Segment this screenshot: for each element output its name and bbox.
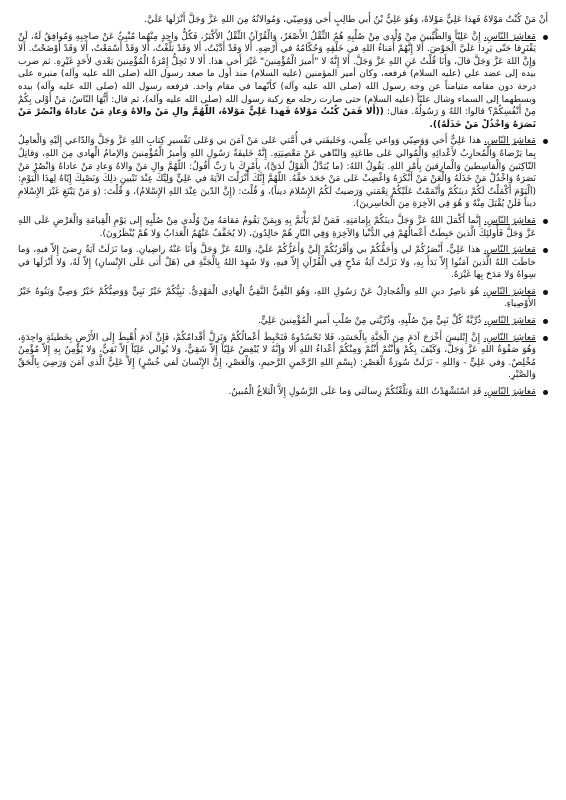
paragraph-lead: مَعاشِرَ النّاسِ،	[483, 31, 536, 42]
paragraph	[18, 315, 548, 328]
paragraph-text: إِنَّ إِبْليسَ أَخْرَجَ آدَمَ مِنَ الْجَنَّةِ بِالْحَسَدِ، فَلا تَحْسُدُوهُ فَتَحْبِطَ أَعْمالُكُمْ وَتَزِلَّ أَقْدامُكُمْ، فَإِنَّ آدَمَ أُهْبِطَ إِلَى الأَرْضِ بِخَطيئَةٍ واحِدَةٍ، وَهُوَ صَفْوَةُ اللهِ عَزَّ وَجَلَّ، وَكَيْفَ بِكُمْ وَأَنْتُمْ أَنْتُمْ وَمِنْكُمْ أَعْداءُ اللهِ أَلا وَإِنَّهُ لا يُبْغِضُ عَلِيّاً إِلاّ شَقِيٌّ، وَلا يُوالي عَلِيّاً إِلاّ تَقِيٌّ، وَلا يُؤْمِنُ بِهِ إِلاّ مُؤْمِنٌ مُخْلِصٌ. وَفي عَلِيٍّ - وَاللهِ - نَزَلَتْ سُورَةُ الْعَصْرِ: (بِسْمِ اللهِ الرَّحْمنِ الرَّحيمِ، وَالْعَصْرِ، إِنَّ الإِنْسانَ لَفي خُسْرٍ) إِلاّ عَلِيٌّ الَّذي آمَنَ وَرَضِيَ بِالْحَقِّ وَالصَّبْرِ.	[18, 332, 536, 381]
paragraph-lead: مَعاشِرَ النّاسِ،	[484, 387, 536, 398]
paragraph-text: هذا عَلِيٌّ أَخي وَوَصِيّي وَواعي عِلْمي، وَخَليفَتي في أُمَّتي عَلى مَنْ آمَنَ بي وَعَلى تَفْسيرِ كِتابِ اللهِ عَزَّ وَجَلَّ وَالدّاعي إِلَيْهِ وَالْعامِلُ بِما يَرْضاهُ وَالْمُحارِبُ لأَعْدائِهِ وَالْمُوالي عَلى طاعَتِهِ وَالنّاهي عَنْ مَعْصِيَتِهِ. إِنَّهُ خَليفَةُ رَسُولِ اللهِ وَأَميرُ الْمُؤْمِنينَ وَالإمامُ الْهادي مِنَ اللهِ، وَقاتِلُ النّاكِثينَ وَالْقاسِطينَ وَالْمارِقينَ بِأَمْرِ اللهِ. يَقُولُ اللهُ: (ما يُبَدَّلُ الْقَوْلُ لَدَيَّ)، بِأَمْرِكَ يا رَبِّ أَقُولُ: اللّهُمَّ والِ مَنْ والاهُ وَعادِ مَنْ عاداهُ وَانْصُرْ مَنْ نَصَرَهُ وَاخْذُلْ مَنْ خَذَلَهُ وَالْعَنْ مَنْ أَنْكَرَهُ وَاغْضِبْ عَلى مَنْ جَحَدَ حَقَّهُ. اللّهُمَّ إِنَّكَ أَنْزَلْتَ الآيَةَ في عَلِيٍّ وَلِيِّكَ عِنْدَ تَبْيينِ ذلِكَ وَنَصْبِكَ إِيّاهُ لِهذَا الْيَوْمِ: (اَلْيَوْمَ أَكْمَلْتُ لَكُمْ دينَكُمْ وَأَتْمَمْتُ عَلَيْكُمْ نِعْمَتي وَرَضيتُ لَكُمُ الإِسْلامَ ديناً)، وَ قُلْتَ: (إِنَّ الدّينَ عِنْدَ اللهِ الإِسْلامُ)، وَ قُلْتَ: (وَ مَنْ يَبْتَغِ غَيْرَ الإِسْلامِ ديناً فَلَنْ يُقْبَلَ مِنْهُ وَ هُوَ فِي الآخِرَةِ مِنَ الْخاسِرينَ).	[18, 136, 536, 210]
paragraph-lead: مَعاشِرَ النّاسِ،	[483, 245, 536, 256]
bullet-icon	[543, 290, 548, 295]
paragraph-lead: مَعاشِرَ النّاسِ،	[483, 286, 536, 297]
paragraph-lead: مَعاشِرَ النّاسِ،	[484, 316, 536, 327]
bullet-icon	[543, 35, 548, 40]
paragraph-intro	[18, 14, 548, 27]
paragraph	[18, 286, 548, 311]
paragraph-text: أَنْ مَنْ كُنْتُ مَوْلاهُ فَهذا عَلِيٌّ مَوْلاهُ، وَهُوَ عَلِيُّ بْنُ أَبي طالِبٍ أَخي وَوَصِيّي، وَمُوالاتُهُ مِنَ اللهِ عَزَّ وَجَلَّ أَنْزَلَها عَلَيَّ.	[144, 15, 548, 25]
paragraph	[18, 332, 548, 382]
paragraph	[18, 244, 548, 282]
paragraph-lead: مَعاشِرَ النّاسِ،	[484, 136, 536, 147]
paragraph-text: هُوَ ناصِرُ دينِ اللهِ وَالْمُجادِلُ عَنْ رَسُولِ اللهِ، وَهُوَ التَّقِيُّ النَّقِيُّ الْهادِي الْمَهْدِيُّ. نَبِيُّكُمْ خَيْرُ نَبِيٍّ وَوَصِيُّكُمْ خَيْرُ وَصِيٍّ وَبَنُوهُ خَيْرُ الأَوْصِياءِ.	[18, 286, 536, 310]
bullet-icon	[543, 139, 548, 144]
paragraph-text: إِنَّما أَكْمَلَ اللهُ عَزَّ وَجَلَّ دينَكُمْ بِإِمامَتِهِ. فَمَنْ لَمْ يَأْتَمَّ بِهِ وَبِمَنْ يَقُومُ مَقامَهُ مِنْ وُلْدي مِنْ صُلْبِهِ إِلى يَوْمِ الْقِيامَةِ وَالْعَرْضِ عَلَى اللهِ عَزَّ وَجَلَّ فَأُولئِكَ الَّذينَ حَبِطَتْ أَعْمالُهُمْ فِي الدُّنْيا وَالآخِرَةِ وَفِي النّارِ هُمْ خالِدُونَ، (لا يُخَفَّفُ عَنْهُمُ الْعَذابُ وَلا هُمْ يُنْظَرُونَ).	[18, 215, 536, 239]
paragraph	[18, 215, 548, 240]
bullet-icon	[543, 248, 548, 253]
paragraph-lead: مَعاشِرَ النّاسِ،	[483, 332, 536, 343]
bullet-icon	[543, 390, 548, 395]
paragraph	[18, 31, 548, 132]
bullet-icon	[543, 336, 548, 341]
bullet-icon	[543, 219, 548, 224]
paragraph-text: إِنَّ عَلِيّاً وَالطَّيِّبينَ مِنْ وُلْدي مِنْ صُلْبِهِ هُمُ الثِّقْلُ الأَصْغَرُ، وَالْقُرْآنُ الثِّقْلُ الأَكْبَرُ، فَكُلُّ واحِدٍ مِنْهُما مُنْبِئٌ عَنْ صاحِبِهِ وَمُوافِقٌ لَهُ، لَنْ يَفْتَرِقا حَتّى يَرِدا عَلَيَّ الْحَوْضَ. أَلا إِنَّهُمْ أُمَناءُ اللهِ في خَلْقِهِ وَحُكّامُهُ في أَرْضِهِ. أَلا وَقَدْ أَدَّيْتُ، أَلا وَقَدْ بَلَّغْتُ، أَلا وَقَدْ أَسْمَعْتُ، أَلا وَقَدْ أَوْضَحْتُ. أَلا وَإِنَّ اللهَ عَزَّ وَجَلَّ قالَ، وَأَنَا قُلْتُ عَنِ اللهِ عَزَّ وَجَلَّ. أَلا إِنَّهُ لا "أَميرَ الْمُؤْمِنينَ" غَيْرَ أَخي هذا. أَلا لا تَحِلُّ إِمْرَةُ الْمُؤْمِنينَ بَعْدي لأَحَدٍ غَيْرِهِ. ثم ضرب بيده إلى عضد علي (عليه السلام) فرفعه، وكان أمير المؤمنين (عليه السلام) منذ أول ما صعد رسول الله (صلى الله عليه وآله) منبره على درجة دون مقامه متيامناً عن وجه رسول الله (صلى الله عليه وآله) كأنّهما في مقام واحد. فرفعه رسول الله (صلى الله عليه وآله) بيده وبسطهما إلى السماء وشال عليّاً (عليه السلام) حتى صارت رجله مع ركبة رسول الله (صلى الله عليه وآله)، ثم قال: أَيُّهَا النّاسُ، مَنْ أَوْلى بِكُمْ مِنْ أَنْفُسِكُمْ؟ قالوا: اللهُ وَ رَسُولُهُ. فقال:	[18, 31, 536, 118]
paragraph-bold-quote: ((أَلا فَمَنْ كُنْتُ مَوْلاهُ فَهذا عَلِيٌّ مَوْلاهُ، اللّهُمَّ والِ مَنْ والاهُ وَعادِ مَنْ عاداهُ وَانْصُرْ مَنْ نَصَرَهُ وَاخْذُلْ مَنْ خَذَلَهُ)).	[18, 107, 536, 130]
paragraph-text: قَدِ اسْتَشْهَدْتُ اللهَ وَبَلَّغْتُكُمْ رِسالَتي وَما عَلَى الرَّسُولِ إِلاَّ الْبَلاغُ الْمُبينُ.	[228, 387, 485, 398]
paragraph-text: هذا عَلِيٌّ، أَنْصَرُكُمْ لي وَأَحَقُّكُمْ بي وَأَقْرَبُكُمْ إِلَيَّ وَأَعَزُّكُمْ عَلَيَّ، وَاللهُ عَزَّ وَجَلَّ وَأَنَا عَنْهُ راضِيانِ. وَما نَزَلَتْ آيَةُ رِضىً إِلاّ فيهِ، وَما خاطَبَ اللهُ الَّذينَ آمَنُوا إِلاّ بَدَأَ بِهِ، وَلا نَزَلَتْ آيَةُ مَدْحٍ فِي الْقُرْآنِ إِلاّ فيهِ، وَلا شَهِدَ اللهُ بِالْجَنَّةِ في (هَلْ أَتى عَلَى الإِنْسانِ) إِلاّ لَهُ، وَلا أَنْزَلَها في سِواهُ وَلا مَدَحَ بِها غَيْرَهُ.	[18, 245, 536, 281]
paragraph	[18, 386, 548, 399]
paragraph-lead: مَعاشِرَ النّاسِ،	[483, 215, 536, 226]
paragraph-text: ذُرِّيَّةُ كُلِّ نَبِيٍّ مِنْ صُلْبِهِ، وَذُرِّيَّتي مِنْ صُلْبِ أَميرِ الْمُؤْمِنينَ عَلِيٍّ.	[257, 316, 485, 327]
bullet-icon	[543, 319, 548, 324]
paragraph	[18, 135, 548, 211]
